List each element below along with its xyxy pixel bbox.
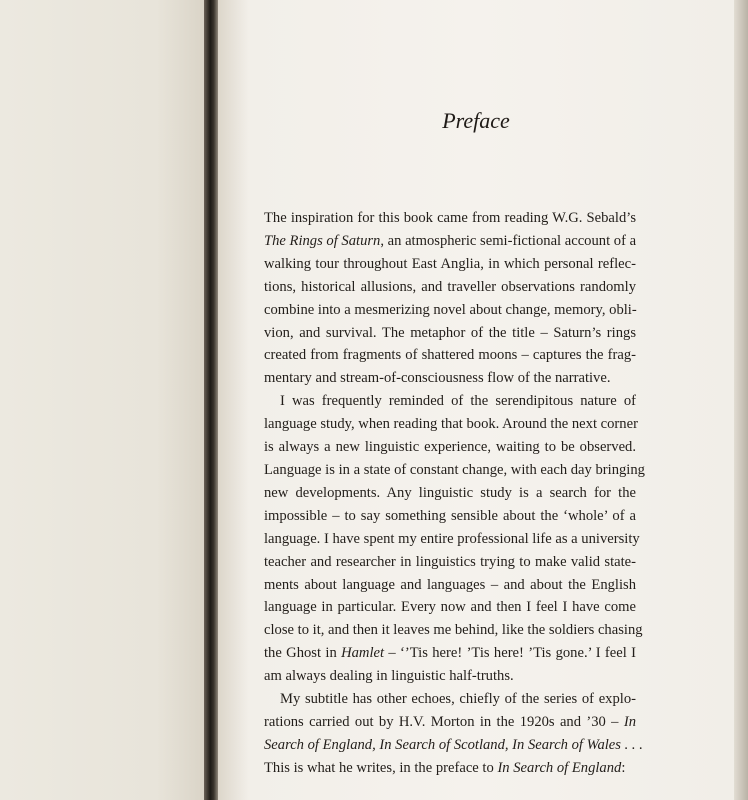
- text-segment: the Ghost in: [264, 645, 342, 662]
- page-edge: [734, 0, 748, 800]
- italic-text: The Rings of Saturn: [264, 232, 381, 249]
- text-segment: Language is in a state of constant change, with each day bringing: [264, 461, 645, 478]
- text-segment: vion, and survival. The metaphor of the title – Saturn’s rings: [264, 324, 636, 341]
- text-line: [264, 711, 636, 734]
- text-segment: :: [621, 759, 626, 776]
- page-title: Preface: [442, 108, 510, 133]
- text-segment: This is what he writes, in the preface to: [264, 759, 498, 776]
- text-line: [264, 482, 636, 505]
- text-segment: mentary and stream-of-consciousness flow of the narrative.: [264, 370, 611, 387]
- text-line: [264, 734, 643, 757]
- text-segment: language. I have spent my entire professional life as a university: [264, 530, 640, 547]
- text-segment: language study, when reading that book. Around the next corner: [264, 416, 638, 433]
- text-line: [264, 665, 636, 688]
- italic-text: In: [623, 713, 636, 730]
- text-segment: My subtitle has other echoes, chiefly of the series of explo-: [280, 691, 636, 708]
- italic-text: In Search of England: [497, 759, 622, 776]
- text-segment: – ‘’Tis here! ’Tis here! ’Tis gone.’ I feel I: [384, 645, 636, 662]
- text-segment: created from fragments of shattered moons – captures the frag-: [264, 347, 636, 364]
- text-line: [264, 413, 636, 436]
- text-segment: ments about language and languages – and about the English: [264, 576, 636, 593]
- text-segment: impossible – to say something sensible about the ‘whole’ of a: [264, 507, 636, 524]
- text-line: [264, 574, 636, 597]
- text-line: [264, 299, 636, 322]
- text-segment: teacher and researcher in linguistics trying to make valid state-: [264, 553, 636, 570]
- text-segment: walking tour throughout East Anglia, in which personal reflec-: [264, 255, 636, 272]
- text-line: [264, 505, 636, 528]
- text-line: [264, 528, 640, 551]
- text-line: [264, 207, 636, 230]
- text-segment: , an atmospheric semi-fictional account of a: [380, 232, 637, 249]
- text-segment: new developments. Any linguistic study is a search for the: [264, 484, 636, 501]
- preface-body: [264, 207, 645, 780]
- text-line: [264, 596, 636, 619]
- text-line: [264, 390, 636, 413]
- text-segment: The inspiration for this book came from reading W.G. Sebald’s: [264, 210, 636, 226]
- text-line: [264, 642, 636, 665]
- text-line: [264, 253, 636, 276]
- text-segment: is always a new linguistic experience, waiting to be observed.: [264, 439, 636, 456]
- text-segment: close to it, and then it leaves me behind, like the soldiers chasing: [264, 622, 643, 639]
- text-line: [264, 276, 636, 299]
- text-line: [264, 757, 636, 780]
- text-segment: language in particular. Every now and then I feel I have come: [264, 599, 636, 616]
- text-line: [264, 322, 636, 345]
- left-page-blank: [0, 0, 208, 800]
- book-spine-gutter: [204, 0, 218, 800]
- text-line: [264, 619, 643, 642]
- text-segment: I was frequently reminded of the serendipitous nature of: [280, 393, 636, 410]
- italic-text: Search of England, In Search of Scotland, In Search of Wales . . .: [264, 736, 643, 753]
- text-line: [264, 459, 645, 482]
- text-line: [264, 436, 636, 459]
- text-line: [264, 367, 636, 390]
- text-line: [264, 344, 636, 367]
- text-segment: tions, historical allusions, and traveller observations randomly: [264, 278, 636, 295]
- text-segment: combine into a mesmerizing novel about change, memory, obli-: [264, 301, 637, 318]
- text-line: [264, 688, 636, 711]
- text-line: [264, 551, 636, 574]
- text-line: [264, 230, 636, 253]
- text-segment: rations carried out by H.V. Morton in the 1920s and ’30 –: [264, 713, 624, 730]
- italic-text: Hamlet: [341, 645, 385, 662]
- text-segment: am always dealing in linguistic half-truths.: [264, 668, 514, 685]
